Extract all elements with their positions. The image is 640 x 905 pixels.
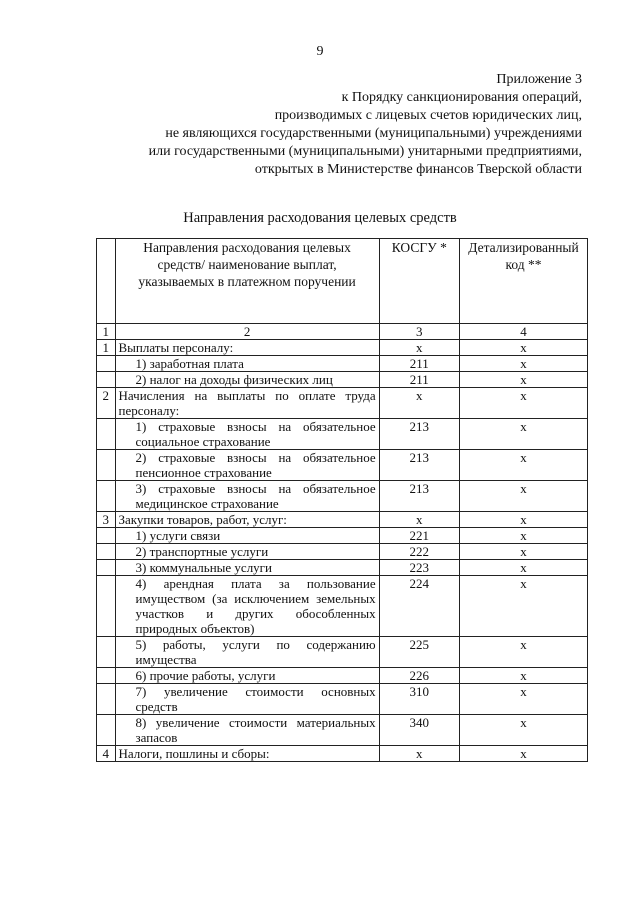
header-col4: Детализированный код ** — [459, 239, 587, 324]
row-kosgu: x — [379, 746, 459, 762]
row-kosgu: x — [379, 340, 459, 356]
row-number: 2 — [97, 388, 116, 419]
row-kosgu: 224 — [379, 576, 459, 637]
table-row — [97, 560, 588, 576]
row-number: 3 — [97, 512, 116, 528]
row-name: 2) страховые взносы на обязательное пенсионное страхование — [115, 450, 379, 481]
row-kosgu: 213 — [379, 419, 459, 450]
table-header-row — [97, 239, 588, 324]
row-name: 2) транспортные услуги — [115, 544, 379, 560]
row-name: 3) коммунальные услуги — [115, 560, 379, 576]
table-row — [97, 481, 588, 512]
row-detailed-code: x — [459, 481, 587, 512]
row-name: 7) увеличение стоимости основных средств — [115, 684, 379, 715]
row-number — [97, 450, 116, 481]
row-name: Выплаты персоналу: — [115, 340, 379, 356]
row-name: 2) налог на доходы физических лиц — [115, 372, 379, 388]
table-row — [97, 450, 588, 481]
header-col3: КОСГУ * — [379, 239, 459, 324]
row-number — [97, 419, 116, 450]
row-detailed-code: x — [459, 512, 587, 528]
table-row — [97, 637, 588, 668]
row-detailed-code: x — [459, 668, 587, 684]
row-number — [97, 481, 116, 512]
row-detailed-code: x — [459, 356, 587, 372]
row-name: 1) заработная плата — [115, 356, 379, 372]
row-detailed-code: x — [459, 388, 587, 419]
table-row — [97, 576, 588, 637]
column-number: 2 — [115, 324, 379, 340]
row-detailed-code: x — [459, 340, 587, 356]
row-number — [97, 560, 116, 576]
row-name: 3) страховые взносы на обязательное медицинское страхование — [115, 481, 379, 512]
row-kosgu: 221 — [379, 528, 459, 544]
column-number: 4 — [459, 324, 587, 340]
table-row — [97, 684, 588, 715]
row-number — [97, 528, 116, 544]
column-number: 1 — [97, 324, 116, 340]
table-row — [97, 512, 588, 528]
row-kosgu: 213 — [379, 481, 459, 512]
row-kosgu: x — [379, 512, 459, 528]
table-row — [97, 715, 588, 746]
row-number — [97, 637, 116, 668]
row-number — [97, 544, 116, 560]
row-detailed-code: x — [459, 576, 587, 637]
expenditure-table — [96, 238, 588, 762]
row-kosgu: 226 — [379, 668, 459, 684]
table-row — [97, 544, 588, 560]
appendix-line: открытых в Министерстве финансов Тверской области — [254, 162, 582, 177]
table-row — [97, 356, 588, 372]
row-name: 8) увеличение стоимости материальных запасов — [115, 715, 379, 746]
appendix-line: Приложение 3 — [496, 72, 582, 87]
appendix-line: или государственными (муниципальными) унитарными предприятиями, — [148, 144, 582, 159]
row-detailed-code: x — [459, 637, 587, 668]
row-detailed-code: x — [459, 684, 587, 715]
page-number: 9 — [316, 44, 324, 59]
row-detailed-code: x — [459, 528, 587, 544]
header-col2: Направления расходования целевых средств/ наименование выплат, указываемых в платежном поручении — [115, 239, 379, 324]
row-name: Закупки товаров, работ, услуг: — [115, 512, 379, 528]
table-row — [97, 419, 588, 450]
row-kosgu: 225 — [379, 637, 459, 668]
row-detailed-code: x — [459, 419, 587, 450]
header-col1 — [97, 239, 116, 324]
row-kosgu: 211 — [379, 372, 459, 388]
appendix-header — [62, 71, 582, 179]
row-kosgu: 340 — [379, 715, 459, 746]
row-number — [97, 715, 116, 746]
column-number: 3 — [379, 324, 459, 340]
row-number — [97, 576, 116, 637]
row-detailed-code: x — [459, 715, 587, 746]
row-number: 1 — [97, 340, 116, 356]
table-row — [97, 746, 588, 762]
appendix-line: производимых с лицевых счетов юридических лиц, — [274, 108, 582, 123]
row-name: Налоги, пошлины и сборы: — [115, 746, 379, 762]
table-row — [97, 340, 588, 356]
row-number — [97, 356, 116, 372]
row-kosgu: 310 — [379, 684, 459, 715]
row-number — [97, 684, 116, 715]
row-number: 4 — [97, 746, 116, 762]
row-detailed-code: x — [459, 372, 587, 388]
row-name: 1) услуги связи — [115, 528, 379, 544]
table-row — [97, 528, 588, 544]
row-kosgu: 223 — [379, 560, 459, 576]
row-number — [97, 372, 116, 388]
row-kosgu: 222 — [379, 544, 459, 560]
row-name: 5) работы, услуги по содержанию имущества — [115, 637, 379, 668]
row-detailed-code: x — [459, 746, 587, 762]
row-kosgu: 211 — [379, 356, 459, 372]
appendix-line: к Порядку санкционирования операций, — [341, 90, 582, 105]
row-detailed-code: x — [459, 450, 587, 481]
table-row — [97, 372, 588, 388]
row-name: 1) страховые взносы на обязательное социальное страхование — [115, 419, 379, 450]
appendix-line: не являющихся государственными (муниципальными) учреждениями — [165, 126, 582, 141]
column-number-row — [97, 324, 588, 340]
row-kosgu: x — [379, 388, 459, 419]
table-row — [97, 668, 588, 684]
row-kosgu: 213 — [379, 450, 459, 481]
row-detailed-code: x — [459, 560, 587, 576]
row-number — [97, 668, 116, 684]
row-name: 6) прочие работы, услуги — [115, 668, 379, 684]
row-detailed-code: x — [459, 544, 587, 560]
table-row — [97, 388, 588, 419]
document-title: Направления расходования целевых средств — [183, 210, 457, 226]
row-name: Начисления на выплаты по оплате труда персоналу: — [115, 388, 379, 419]
row-name: 4) арендная плата за пользование имуществом (за исключением земельных участков и других обособленных природных объектов) — [115, 576, 379, 637]
